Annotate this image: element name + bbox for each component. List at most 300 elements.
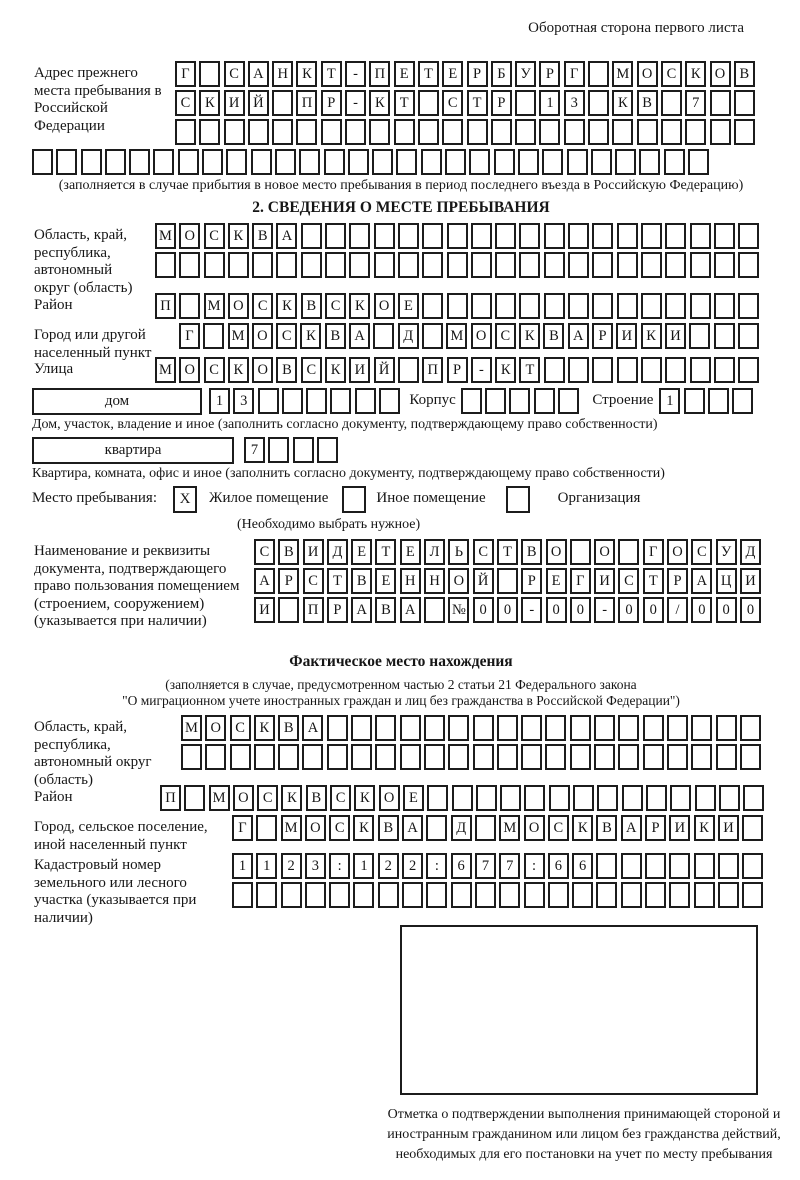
char-cell <box>424 744 445 770</box>
apartment-line <box>32 437 770 466</box>
char-cell: К <box>694 815 715 841</box>
char-cell: М <box>155 223 176 249</box>
char-cell: Е <box>546 568 567 594</box>
char-cell <box>716 715 737 741</box>
char-cell: С <box>548 815 569 841</box>
char-cell: А <box>691 568 712 594</box>
char-cell: - <box>345 90 366 116</box>
char-cell: В <box>278 715 299 741</box>
char-cell: М <box>181 715 202 741</box>
char-cell <box>327 715 348 741</box>
char-cell: : <box>426 853 447 879</box>
char-cell <box>568 252 589 278</box>
char-cell <box>544 357 565 383</box>
char-cell: О <box>379 785 400 811</box>
char-cell <box>179 293 200 319</box>
char-cell <box>424 597 445 623</box>
char-cell <box>641 293 662 319</box>
char-cell <box>597 785 618 811</box>
char-cell <box>467 119 488 145</box>
stay-type-checkbox-zhiloe: X <box>173 486 197 513</box>
char-cell: Г <box>175 61 196 87</box>
char-cell: Т <box>321 61 342 87</box>
char-cell: С <box>257 785 278 811</box>
char-cell: Е <box>398 293 419 319</box>
char-cell: : <box>524 853 545 879</box>
char-cell: А <box>568 323 589 349</box>
char-cell <box>426 882 447 908</box>
char-cell: С <box>325 293 346 319</box>
char-cell: С <box>254 539 275 565</box>
char-cell: 6 <box>572 853 593 879</box>
char-cell: 7 <box>685 90 706 116</box>
char-cell <box>256 882 277 908</box>
char-cell: С <box>442 90 463 116</box>
char-cell: 1 <box>659 388 680 414</box>
char-cell: А <box>254 568 275 594</box>
char-cell: О <box>374 293 395 319</box>
stay-type-note: (Необходимо выбрать нужное) <box>237 517 421 532</box>
char-cell: 6 <box>451 853 472 879</box>
fact-raion-row <box>160 785 767 811</box>
char-cell <box>500 785 521 811</box>
char-cell <box>418 119 439 145</box>
char-cell <box>81 149 102 175</box>
char-cell <box>572 882 593 908</box>
char-cell <box>495 252 516 278</box>
char-cell <box>153 149 174 175</box>
fact-oblast-row-2 <box>181 744 764 770</box>
char-cell: Е <box>403 785 424 811</box>
char-cell <box>734 119 755 145</box>
section2-title: 2. СВЕДЕНИЯ О МЕСТЕ ПРЕБЫВАНИЯ <box>252 199 550 216</box>
char-cell <box>375 744 396 770</box>
char-cell: Н <box>424 568 445 594</box>
char-cell <box>618 715 639 741</box>
doc-label: Наименование и реквизиты документа, подтверждающего право пользования помещением (строением, сооружением) (указывается при наличии) <box>34 543 240 629</box>
char-cell: Д <box>398 323 419 349</box>
char-cell: С <box>252 293 273 319</box>
char-cell <box>374 223 395 249</box>
char-cell <box>719 785 740 811</box>
char-cell: О <box>179 357 200 383</box>
char-cell: И <box>594 568 615 594</box>
char-cell: Г <box>179 323 200 349</box>
char-cell: А <box>621 815 642 841</box>
oblast-row-2 <box>155 252 762 278</box>
char-cell <box>258 388 279 414</box>
char-cell <box>398 252 419 278</box>
char-cell <box>293 437 314 463</box>
char-cell <box>299 149 320 175</box>
char-cell: Р <box>521 568 542 594</box>
char-cell: Р <box>667 568 688 594</box>
char-cell: И <box>303 539 324 565</box>
char-cell <box>324 149 345 175</box>
char-cell: К <box>325 357 346 383</box>
char-cell: С <box>230 715 251 741</box>
char-cell <box>398 357 419 383</box>
char-cell <box>345 119 366 145</box>
doc-grid <box>254 539 764 626</box>
char-cell <box>251 149 272 175</box>
char-cell <box>548 882 569 908</box>
char-cell: 0 <box>570 597 591 623</box>
char-cell <box>742 853 763 879</box>
char-cell: 7 <box>475 853 496 879</box>
apartment-note: Квартира, комната, офис и иное (заполнить согласно документу, подтверждающему право собственности) <box>32 466 665 481</box>
oblast-block <box>32 223 770 296</box>
char-cell: О <box>179 223 200 249</box>
char-cell <box>645 853 666 879</box>
char-cell: О <box>205 715 226 741</box>
char-cell <box>302 744 323 770</box>
char-cell: К <box>641 323 662 349</box>
char-cell <box>426 815 447 841</box>
char-cell <box>278 597 299 623</box>
char-cell <box>230 744 251 770</box>
char-cell <box>714 293 735 319</box>
char-cell: Т <box>643 568 664 594</box>
char-cell: И <box>740 568 761 594</box>
char-cell <box>544 252 565 278</box>
char-cell: Й <box>248 90 269 116</box>
char-cell: 0 <box>643 597 664 623</box>
char-cell <box>374 252 395 278</box>
char-cell <box>469 149 490 175</box>
char-cell: М <box>446 323 467 349</box>
city-block <box>32 323 770 361</box>
char-cell <box>325 223 346 249</box>
char-cell <box>272 90 293 116</box>
char-cell <box>544 293 565 319</box>
char-cell <box>690 357 711 383</box>
char-cell: 0 <box>618 597 639 623</box>
char-cell: В <box>734 61 755 87</box>
char-cell: 1 <box>256 853 277 879</box>
char-cell <box>612 119 633 145</box>
street-label: Улица <box>34 361 74 377</box>
char-cell: Л <box>424 539 445 565</box>
char-cell: А <box>248 61 269 87</box>
char-cell <box>515 119 536 145</box>
char-cell <box>685 119 706 145</box>
fact-raion-block <box>32 785 770 815</box>
char-cell <box>418 90 439 116</box>
char-cell <box>564 119 585 145</box>
char-cell: Д <box>327 539 348 565</box>
char-cell <box>568 293 589 319</box>
char-cell: А <box>402 815 423 841</box>
char-cell: Д <box>451 815 472 841</box>
char-cell <box>306 388 327 414</box>
char-cell: К <box>349 293 370 319</box>
char-cell: Н <box>400 568 421 594</box>
char-cell: П <box>303 597 324 623</box>
char-cell <box>621 853 642 879</box>
char-cell: - <box>521 597 542 623</box>
street-block <box>32 357 770 388</box>
char-cell <box>178 149 199 175</box>
char-cell: 3 <box>305 853 326 879</box>
stay-type-checkbox-org <box>506 486 530 513</box>
char-cell: К <box>300 323 321 349</box>
cadastre-row-1 <box>232 853 767 879</box>
char-cell <box>594 715 615 741</box>
fact-city-label: Город, сельское поселение, иной населенный пункт <box>34 819 208 853</box>
char-cell <box>494 149 515 175</box>
fact-oblast-grid <box>181 715 764 773</box>
char-cell <box>714 223 735 249</box>
char-cell <box>558 388 579 414</box>
stroenie-label: Строение <box>592 392 654 408</box>
char-cell <box>665 252 686 278</box>
char-cell <box>485 388 506 414</box>
char-cell <box>228 252 249 278</box>
char-cell: 2 <box>378 853 399 879</box>
char-cell: Р <box>447 357 468 383</box>
char-cell: И <box>718 815 739 841</box>
char-cell <box>641 357 662 383</box>
char-cell <box>568 223 589 249</box>
char-cell: М <box>281 815 302 841</box>
char-cell <box>545 744 566 770</box>
char-cell <box>684 388 705 414</box>
stay-type-option-org: Организация <box>557 490 641 506</box>
char-cell <box>105 149 126 175</box>
char-cell <box>445 149 466 175</box>
char-cell <box>622 785 643 811</box>
char-cell <box>305 882 326 908</box>
char-cell: Г <box>564 61 585 87</box>
char-cell: К <box>612 90 633 116</box>
char-cell <box>254 744 275 770</box>
char-cell: К <box>276 293 297 319</box>
char-cell: Й <box>374 357 395 383</box>
doc-row-2 <box>254 568 764 594</box>
char-cell <box>224 119 245 145</box>
char-cell <box>718 853 739 879</box>
apartment-row <box>244 437 341 463</box>
char-cell <box>205 744 226 770</box>
char-cell <box>544 223 565 249</box>
char-cell <box>203 323 224 349</box>
char-cell <box>570 744 591 770</box>
doc-block <box>32 539 770 627</box>
char-cell: П <box>422 357 443 383</box>
char-cell: К <box>519 323 540 349</box>
char-cell <box>515 90 536 116</box>
char-cell <box>327 744 348 770</box>
prev-address-note: (заполняется в случае прибытия в новое место пребывания в период последнего въезда в Российскую Федерацию) <box>58 178 744 193</box>
cadastre-label: Кадастровый номер земельного или лесного участка (указывается при наличии) <box>34 857 197 926</box>
char-cell: О <box>594 539 615 565</box>
char-cell: 0 <box>497 597 518 623</box>
char-cell: Т <box>519 357 540 383</box>
char-cell: О <box>546 539 567 565</box>
char-cell: Е <box>394 61 415 87</box>
cadastre-grid <box>232 853 767 911</box>
char-cell: - <box>594 597 615 623</box>
char-cell: П <box>296 90 317 116</box>
fact-city-block <box>32 815 770 853</box>
char-cell <box>499 882 520 908</box>
char-cell <box>664 149 685 175</box>
char-cell: И <box>669 815 690 841</box>
char-cell: 7 <box>499 853 520 879</box>
char-cell <box>252 252 273 278</box>
char-cell <box>296 119 317 145</box>
city-label: Город или другой населенный пункт <box>34 327 152 361</box>
char-cell <box>448 744 469 770</box>
char-cell <box>670 785 691 811</box>
char-cell <box>740 715 761 741</box>
char-cell: 0 <box>473 597 494 623</box>
char-cell: 2 <box>281 853 302 879</box>
stay-type-option-inoe: Иное помещение <box>376 490 486 506</box>
char-cell <box>665 357 686 383</box>
char-cell: У <box>716 539 737 565</box>
char-cell: Т <box>467 90 488 116</box>
char-cell <box>743 785 764 811</box>
char-cell <box>718 882 739 908</box>
char-cell <box>545 715 566 741</box>
char-cell <box>567 149 588 175</box>
char-cell: Р <box>467 61 488 87</box>
char-cell <box>232 882 253 908</box>
char-cell <box>452 785 473 811</box>
char-cell <box>641 252 662 278</box>
page-title: Оборотная сторона первого листа <box>528 20 744 36</box>
char-cell <box>351 715 372 741</box>
char-cell <box>471 293 492 319</box>
char-cell <box>325 252 346 278</box>
char-cell <box>497 744 518 770</box>
char-cell: К <box>495 357 516 383</box>
char-cell <box>349 223 370 249</box>
char-cell: О <box>524 815 545 841</box>
char-cell: В <box>301 293 322 319</box>
char-cell: В <box>252 223 273 249</box>
char-cell: О <box>637 61 658 87</box>
char-cell <box>400 715 421 741</box>
char-cell: В <box>378 815 399 841</box>
char-cell: Е <box>351 539 372 565</box>
char-cell <box>421 149 442 175</box>
char-cell <box>591 149 612 175</box>
char-cell: - <box>345 61 366 87</box>
char-cell <box>275 149 296 175</box>
char-cell: Ц <box>716 568 737 594</box>
char-cell <box>248 119 269 145</box>
stay-type-line <box>32 486 770 517</box>
cadastre-block <box>32 853 770 926</box>
char-cell: 1 <box>353 853 374 879</box>
char-cell <box>592 293 613 319</box>
char-cell: С <box>303 568 324 594</box>
stay-type-option-zhiloe: Жилое помещение <box>209 490 329 506</box>
char-cell: 0 <box>546 597 567 623</box>
char-cell <box>495 223 516 249</box>
char-cell <box>742 815 763 841</box>
stroenie-row <box>659 388 756 414</box>
char-cell <box>669 882 690 908</box>
char-cell <box>596 853 617 879</box>
char-cell: К <box>254 715 275 741</box>
char-cell: К <box>281 785 302 811</box>
char-cell <box>738 323 759 349</box>
prev-address-row-4 <box>32 149 770 175</box>
char-cell: О <box>471 323 492 349</box>
char-cell: Д <box>740 539 761 565</box>
char-cell <box>497 715 518 741</box>
char-cell: - <box>471 357 492 383</box>
char-cell <box>690 293 711 319</box>
char-cell <box>534 388 555 414</box>
char-cell: Т <box>394 90 415 116</box>
prev-address-row-1 <box>175 61 758 87</box>
char-cell: В <box>351 568 372 594</box>
char-cell: К <box>199 90 220 116</box>
char-cell <box>349 252 370 278</box>
char-cell: Е <box>400 539 421 565</box>
char-cell <box>317 437 338 463</box>
char-cell: В <box>375 597 396 623</box>
char-cell <box>491 119 512 145</box>
char-cell <box>329 882 350 908</box>
char-cell: О <box>448 568 469 594</box>
char-cell <box>665 293 686 319</box>
char-cell <box>618 744 639 770</box>
char-cell <box>204 252 225 278</box>
char-cell <box>690 223 711 249</box>
char-cell: Е <box>442 61 463 87</box>
city-row <box>179 323 762 349</box>
char-cell <box>348 149 369 175</box>
char-cell <box>621 882 642 908</box>
char-cell <box>473 715 494 741</box>
char-cell <box>643 715 664 741</box>
house-line <box>32 388 770 417</box>
char-cell <box>549 785 570 811</box>
prev-address-grid <box>175 61 758 148</box>
char-cell <box>519 223 540 249</box>
char-cell <box>56 149 77 175</box>
char-cell <box>281 882 302 908</box>
char-cell <box>451 882 472 908</box>
char-cell <box>714 323 735 349</box>
char-cell: Б <box>491 61 512 87</box>
char-cell <box>398 223 419 249</box>
char-cell <box>661 90 682 116</box>
char-cell <box>475 882 496 908</box>
char-cell <box>617 252 638 278</box>
char-cell: Р <box>278 568 299 594</box>
char-cell <box>708 388 729 414</box>
char-cell: К <box>353 815 374 841</box>
char-cell: Т <box>497 539 518 565</box>
char-cell <box>476 785 497 811</box>
char-cell: Р <box>491 90 512 116</box>
char-cell: С <box>473 539 494 565</box>
char-cell <box>690 252 711 278</box>
char-cell: В <box>543 323 564 349</box>
char-cell: 1 <box>539 90 560 116</box>
char-cell <box>32 149 53 175</box>
char-cell <box>461 388 482 414</box>
doc-row-1 <box>254 539 764 565</box>
char-cell: Ь <box>448 539 469 565</box>
